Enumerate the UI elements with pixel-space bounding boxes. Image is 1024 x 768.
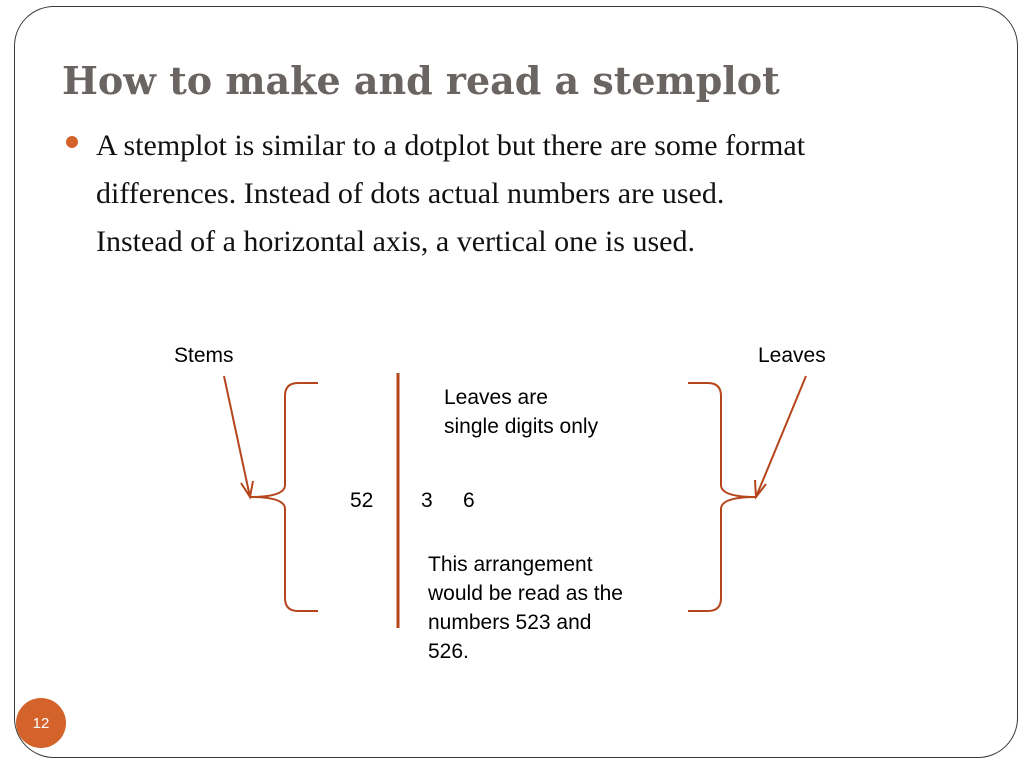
slide-title: How to make and read a stemplot xyxy=(62,58,780,103)
page-number: 12 xyxy=(32,714,50,732)
bullet-dot-icon xyxy=(66,136,78,148)
note-line: This arrangement xyxy=(428,553,593,576)
note-line: 526. xyxy=(428,640,469,663)
leaf-value: 6 xyxy=(463,489,475,512)
note-line: single digits only xyxy=(444,415,599,438)
page-number-badge xyxy=(16,698,66,748)
note-line: would be read as the xyxy=(428,582,623,605)
arrangement-note xyxy=(428,550,623,666)
leaf-value: 3 xyxy=(421,489,433,512)
stems-label: Stems xyxy=(174,344,234,367)
bullet-line: A stemplot is similar to a dotplot but there are some format xyxy=(96,129,806,162)
bullet-line: differences. Instead of dots actual numbers are used. xyxy=(96,177,725,210)
note-line: numbers 523 and xyxy=(428,611,592,634)
bullet-text xyxy=(96,122,966,266)
leaves-note xyxy=(444,383,598,441)
note-line: Leaves are xyxy=(444,386,548,409)
leaves-label: Leaves xyxy=(758,344,826,367)
stem-value: 52 xyxy=(350,489,374,512)
bullet-line: Instead of a horizontal axis, a vertical one is used. xyxy=(96,225,695,258)
